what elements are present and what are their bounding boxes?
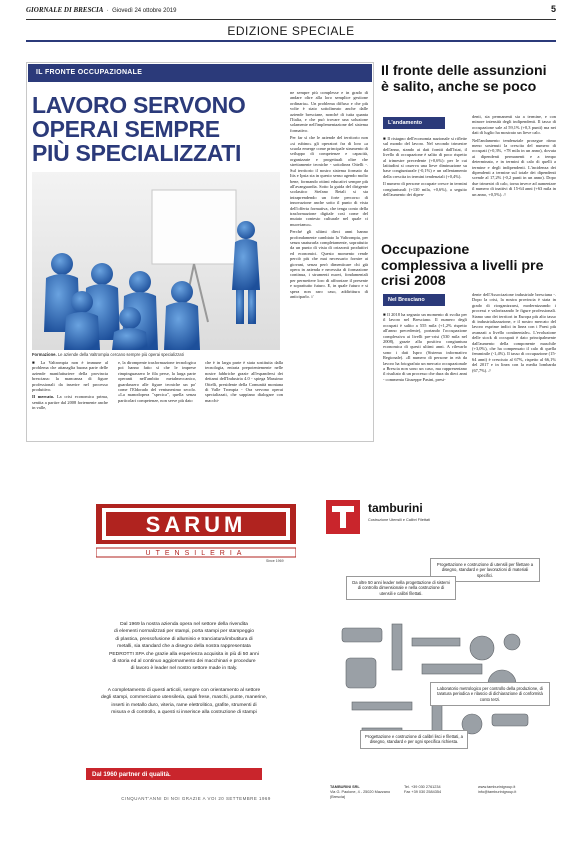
tamburini-box-lab: Laboratorio metrologico per controllo della produzione, di taratura periodica e rilascio di dichiarazione di conformità conto terzi. bbox=[430, 682, 550, 706]
header-rule bbox=[26, 19, 556, 20]
left-col-2 bbox=[118, 360, 196, 405]
left-col-4-para-1: ne sempre più complesse e in grado di andare oltre alla loro semplice gestione ordinaria». Un problema diffuso e che più volte è stato sottolineato anche dalle aziende bresciane, nonché di tutta quanta l'Italia, e che può trovare una soluzione solamente nell'implementazione del sistema formativo. bbox=[290, 90, 368, 133]
sarum-line: Dal 1969 la nostra azienda opera nel settore della rivendita bbox=[120, 622, 248, 627]
right-article-1-title: Il fronte delle assunzioni è salito, anche se poco bbox=[381, 63, 547, 95]
sarum-brand: SARUM bbox=[145, 512, 247, 537]
caption-text: Le aziende della Valtrompia cercano sempre più operai specializzati bbox=[57, 352, 184, 357]
sarum-line: metalli, sia standard che a disegno della nostra rappresentata bbox=[117, 644, 251, 650]
tamburini-brand: tamburini bbox=[368, 501, 423, 515]
sarum-line: di elementi normalizzati per stampi, porta stampi per stampeggio bbox=[114, 629, 254, 635]
market-label: Il mercato. bbox=[32, 394, 55, 400]
left-article-title bbox=[32, 93, 282, 165]
ra1-para-1: ■ Il ristagno dell'economia nazionale si riflette sul mondo del lavoro. Nel secondo trimestre dell'anno, stando ai dati forniti dall'Istat, il livello di occupazione è salito di poco rispetto al trimestre precedente (+0,6%): per le cui latitudini si osserva una lieve diminuzione su base congiunturale (-0,1%) e un rallentamento della crescita in termini tendenziali (+0,4%). bbox=[383, 136, 467, 179]
left-article-kicker: IL FRONTE OCCUPAZIONALE bbox=[28, 64, 372, 82]
right-article-2-tag: Nel Bresciano bbox=[383, 294, 445, 306]
section-title: EDIZIONE SPECIALE bbox=[227, 24, 355, 38]
tamburini-company-block bbox=[330, 785, 400, 800]
sarum-footer: CINQUANT'ANNI DI NOI GRAZIE A VOI 20 SETTEMBRE 1969 bbox=[121, 796, 271, 801]
tamburini-web[interactable]: www.tamburinigroup.it bbox=[478, 785, 516, 789]
right-article-2-col-2 bbox=[472, 292, 556, 375]
left-col-1-para-2 bbox=[32, 394, 108, 410]
left-col-4-para-2: Per far sì che le aziende del territorio non «si rubino» gli operatori fra di loro «a scuola emerge come principale strumento di sviluppo di competenze e capacità, organizzate e progettuali oltre che strettamente tecniche - sottolinea Ottelli -. Sul territorio il nostro sistema formato da Itis e Ipsia sta in questo senso agendo molto bene, formando ottimi educativi sempre più all'avanguardia. Sotto la guida del dirigente scolastico Stefano Retali si sta intraprendendo un forte percorso di innovazione anche sotto il punto di vista dell'offerta formativa, che tenga conto della trasformazione digitale così come del mutato contesto culturale nel quale ci muoviamo». bbox=[290, 135, 368, 227]
left-col-3 bbox=[205, 360, 283, 405]
sarum-line: PEDROTTI SPA che grazie alla esperienza acquisita in più di 50 anni bbox=[109, 651, 259, 657]
tamburini-subtitle: Costruzione Utensili e Calibri Filettati bbox=[368, 518, 431, 522]
figures-illustration bbox=[32, 172, 280, 350]
tamburini-fax: Fax +39 030 2584354 bbox=[404, 790, 442, 794]
title-line-1: LAVORO SERVONO bbox=[32, 92, 246, 118]
market-text: La crisi economica prima, sentita a partire dal 2008 fortemente anche in valle, bbox=[32, 394, 108, 411]
sarum-line: inserti in metallo duro, viteria, rame elettrolitico, grafite, strumenti di bbox=[111, 702, 257, 708]
sarum-line: degli stampi, commerciamo utensileria, quali frese, maschi, punte, manerine, bbox=[100, 695, 268, 701]
page-header: GIORNALE DI BRESCIA · Giovedì 24 ottobre 2019 5 bbox=[26, 4, 556, 14]
left-col-3-para: che è in larga parte è stata sostituita dalla tecnologia, entrata prepotentemente nelle nostre fabbriche grazie all'espandersi dei dettami dell'Industria 4.0 - spiega Massimo Ottelli, presidente della Comunità montana di Valle Trompia - Ora servono operai specializzati, che sappiano dialogare con macchi- bbox=[205, 360, 283, 403]
issue-date: Giovedì 24 ottobre 2019 bbox=[112, 8, 177, 14]
tamburini-phone-block bbox=[404, 785, 474, 795]
sarum-spacer bbox=[84, 673, 284, 687]
sarum-line: A completamento di questi articoli, sempre con orientamento al settore bbox=[107, 687, 261, 693]
sarum-tagline: UTENSILERIA bbox=[145, 550, 247, 557]
tamburini-box-tools: Progettazione e costruzione di utensili per filettare a disegno, standard e per lavorazioni di materiali specifici. bbox=[430, 558, 540, 582]
sarum-advertisement bbox=[26, 468, 288, 836]
left-col-1-para: ■ La Valtrompia non è immune al problema che attanaglia buona parte delle aziende manifatturiere della provincia bresciana: la mancanza di figure professionali da inserire nel processo produttivo. bbox=[32, 360, 108, 393]
tamburini-logo-icon bbox=[326, 500, 360, 534]
right-article-1-col-2 bbox=[472, 114, 556, 199]
sarum-line: di storia ed al continuo aggiornamento dei macchinari e procedure bbox=[112, 659, 256, 665]
right-article-2-title: Occupazione complessiva a livelli pre crisi 2008 bbox=[381, 242, 544, 289]
tamburini-web-block bbox=[478, 785, 554, 795]
tamburini-box-gauges: Progettazione e costruzione di calibri lisci e filettati, a disegno, standard e per ogni specifica richiesta. bbox=[360, 730, 468, 749]
left-col-1 bbox=[32, 360, 108, 413]
right-article-2-col-1 bbox=[383, 312, 467, 384]
newspaper-name: GIORNALE DI BRESCIA bbox=[26, 6, 104, 14]
right-article-1-tag: L'andamento bbox=[383, 117, 445, 129]
sarum-since: Since 1969 bbox=[266, 559, 284, 563]
sarum-line: di lavoro è leader nel nostro settore made in Italy. bbox=[130, 666, 238, 672]
ra1-para-4: Nell'andamento tendenziale prosegue ritmo meno sostenuti la crescita del numero di occupati (+0,3%, +78 mila in un anno), dovuta ai dipendenti permanenti e a tempo determinato, e in termini di calo di quelli a termine e degli indipendenti. L'incidenza dei dipendenti a termine sul totale dei dipendenti scende al 17,2% (-0,2 punti in un anno). Dopo due trimestri di calo, torna invece ad aumentare il numero di inattivi di 15-64 anni (+63 mila in un anno, +0,5%). // bbox=[472, 137, 556, 197]
left-col-4-para-3: Perché gli ultimi dieci anni hanno profondamente cambiato la Valtrompia, per senza snaturarla completamente, soprattutto da un punto di vista di orizzonti produttivi ed economici. Questo momento rende perciò più che mai necessario fornire ai giovani, senza però dimenticare chi già opera in azienda e necessita di formazione continua, i strumenti nuovi, fondamentali per permettere loro di affrontare il presente e soprattutto futuro. E, in quale futuro e si spera non raro caso, addirittura di anticiparlo. // bbox=[290, 229, 368, 300]
sarum-body bbox=[84, 621, 284, 716]
page-number: 5 bbox=[550, 4, 556, 14]
tamburini-phone: Tel. +39 030 2761234 bbox=[404, 785, 441, 789]
tamburini-address: Via G. Paolone, 4 - 25020 Mazzano (Brescia) bbox=[330, 790, 391, 799]
tamburini-advertisement bbox=[296, 468, 556, 836]
ra2-para-2: dente dell'Associazione industriale bresciana -. Dopo la crisi, la nostra provincia è stata in grado di riorganizzarsi, modernizzando i processi e valorizzando le figure professionali. Siamo uno dei territori in Europa più alto tasso di industrializzazione, e il nostro mercato del lavoro esprime indici in linea con i Paesi più avanzati a livello continentale». L'evoluzione delle stock di occupati è dato principalmente dall'aumento della componente maschile (+3,0%), che ha compensato il calo di quella femminile (-1,4%). Il tasso di occupazione (15-64 anni) è cresciuto al 67%, rispetto al 66,1% del 2017 e in linea con la media lombarda (67,7%). // bbox=[472, 292, 556, 373]
title-line-2: OPERAI SEMPRE bbox=[32, 116, 220, 142]
section-rule bbox=[26, 40, 556, 42]
sarum-line: misura e di controllo, a questi si inserisce alla costruzione di stampi bbox=[111, 710, 257, 716]
sarum-line: di plastica, pressofusione di alluminio e tranciatura/imbutitura di bbox=[115, 636, 253, 642]
right-article-1-col-1 bbox=[383, 136, 467, 199]
tamburini-box-leader: Da oltre 50 anni leader nella progettazione di sistemi di controllo dimensionale e nella costruzione di utensili e calibri filettati. bbox=[346, 576, 456, 600]
title-line-3: PIÙ SPECIALIZZATI bbox=[32, 140, 242, 166]
ra1-para-3: denti, sia permanenti sia a termine, e con minore intensità degli indipendenti. Il tasso di occupazione sale al 59,1% (+0,3 punti) ma nei dati di luglio ha mostrato un lieve calo. bbox=[472, 114, 556, 136]
ra2-para-1: ■ Il 2018 ha segnato un momento di svolta per il lavoro nel Bresciano. Il numero degli occupati è salito a 555 mila (+1,2% rispetto all'anno precedente), portando l'occupazione complessiva ai livelli pre-crisi (530 mila nel 2008), grazie alla positiva congiuntura economica di questi ultimi anni. A rilevarlo sono i dati Ispro (Sistema informativo Regionale). «Il numero di persone in età da lavoro ha fotografato un mercato occupazionale a Brescia non sono un caso, ma rappresentano il risultato di un processo che dura da dieci anni - commenta Giuseppe Pasini, presi- bbox=[383, 312, 468, 382]
tamburini-company: TAMBURINI SRL bbox=[330, 785, 360, 789]
tamburini-email[interactable]: info@tamburinigroup.it bbox=[478, 790, 517, 794]
tamburini-partner-banner: Dal 1960 partner di qualità. bbox=[86, 768, 262, 780]
article-photo bbox=[32, 172, 280, 350]
left-col-4 bbox=[290, 90, 368, 301]
left-col-2-para: e, la dirompente trasformazione tecnologica poi hanno fatto sì che le imprese rimpinguassero le fila perse, la larga parte operanti nell'ambito metalmeccanico, guardassero alle figure tecniche un po' come l'Eldorado del ventunesimo secolo. «La manodopera "specica", quella senza particolari competenze, non serve più dato bbox=[118, 360, 196, 403]
caption-label: Formazione. bbox=[32, 352, 57, 357]
photo-caption bbox=[32, 352, 280, 357]
ra1-para-2: Il numero di persone occupate cresce in termini congiunturali (+130 mila, +0,6%), a seguito dell'aumento dei dipen- bbox=[383, 181, 467, 198]
